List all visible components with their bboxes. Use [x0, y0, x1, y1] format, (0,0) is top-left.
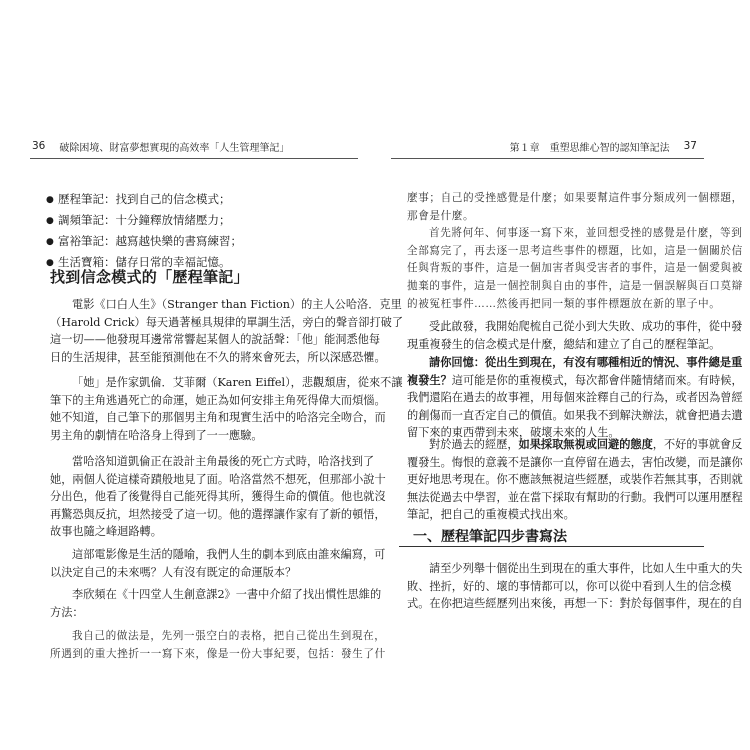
block-quote: 麼事；自己的受挫感覺是什麼；如果要幫這件事分類成列一個標題， 那會是什麼。 首先將何年、何事逐一寫下來，並回想受挫的感覺是什麼，等到 全部寫完了，再去逐一思考這些事件的標題，比如，這是一個關於信 任與背叛的事件，這是一個加害者與受害者的事件，這是一個愛與被 拋棄的事件，這是一個控制與自由的事件，這是一個誤解與百口莫辯 的被冤枉事件……然後再把同一類的事件標題放在新的單子中。: [407, 192, 743, 310]
bullet-item: ● 生活寶箱：儲存日常的幸福記憶。: [46, 252, 346, 273]
right-page-number: 37: [683, 140, 697, 152]
paragraph: 當哈洛知道凱倫正在設計主角最後的死亡方式時，哈洛找到了 她，兩個人從這樣奇蹟般地見了面。哈洛當然不想死，但那部小說十 分出色，他看了後覺得自己能死得其所，獲得生命的價值。他也就沒 再驚恐與反抗，坦然接受了這一切。他的選擇讓作家有了新的頓悟， 故事也隨之峰迴路轉。: [50, 455, 386, 539]
left-running-title: 破除困境、財富夢想實現的高效率「人生管理筆記」: [59, 142, 290, 154]
paragraph: 請至少列舉十個從出生到現在的重大事件，比如人生中重大的失 敗、挫折，好的、壞的事情都可以，你可以從中看到人生的信念模 式。在你把這些經歷列出來後，再想一下：對於每個事件，現在的自: [407, 562, 743, 611]
bullet-item: ● 調頻筆記：十分鐘釋放情緒壓力；: [46, 210, 346, 231]
paragraph: 李欣頻在《十四堂人生創意課2》一書中介紹了找出慣性思維的 方法：: [50, 588, 382, 619]
right-header-rule: [391, 158, 704, 159]
paragraph: 對於過去的經歷，如果採取無視或回避的態度，不好的事就會反 覆發生。悔恨的意義不是讓你一直停留在過去，害怕改變，而是讓你 更好地思考現在。你不應該無視這些經歷，或裝作若無其事，否則就 無法從過去中學習，並在當下採取有幫助的行動。我們可以運用歷程 筆記，把自己的重複模式找出來。: [407, 437, 743, 522]
paragraph: 這部電影像是生活的隱喻，我們人生的劇本到底由誰來編寫，可 以決定自己的未來嗎？人有沒有既定的命運版本？: [50, 548, 386, 579]
bullet-dot-icon: ●: [46, 258, 54, 268]
bullet-dot-icon: ●: [46, 195, 54, 205]
paragraph: 電影《口白人生》（Stranger than Fiction）的主人公哈洛．克里 （Harold Crick）每天過著極具規律的單調生活，旁白的聲音卻打破了 這一切——他發現耳邊常常響起某個人的說話聲：「他」能洞悉他每 日的生活規律，甚至能預測他在不久的將來會死去，所以深感恐懼。: [50, 298, 404, 364]
subsection-heading: [391, 525, 704, 547]
left-page-number: 36: [32, 140, 46, 152]
bullet-item: ● 歷程筆記：找到自己的信念模式；: [46, 189, 346, 210]
right-page: [375, 0, 750, 750]
left-header-rule: [30, 158, 358, 159]
right-running-title: 第１章 重塑思維心智的認知筆記法: [509, 142, 670, 154]
emphasis-text: 複發生？: [407, 372, 452, 387]
bullet-dot-icon: ●: [46, 237, 54, 247]
right-page-header: [377, 137, 697, 155]
bullet-dot-icon: ●: [46, 216, 54, 226]
subsection-heading-text: 一、歷程筆記四步書寫法: [413, 529, 567, 545]
paragraph: 「她」是作家凱倫．艾菲爾（Karen Eiffel），悲觀頹唐，從來不讓 筆下的主角逃過死亡的命運，她正為如何安排主角死得偉大而煩惱。 她不知道，自己筆下的那個男主角和現實生活中的哈洛完全吻合，而 男主角的劇情在哈洛身上得到了一一應驗。: [50, 376, 403, 442]
section-title: 找到信念模式的「歷程筆記」: [50, 268, 249, 286]
left-page-header: [32, 137, 352, 155]
block-quote: 我自己的做法是，先列一張空白的表格，把自己從出生到現在， 所遇到的重大挫折一一寫下來，像是一份大事紀要，包括：發生了什: [50, 630, 386, 660]
paragraph: 受此啟發，我開始爬梳自己從小到大失敗、成功的事件，從中發 現重複發生的信念模式是什麼，總結和建立了自己的歷程筆記。: [407, 320, 743, 351]
emphasis-text: 請你回憶：從出生到現在，有沒有哪種相近的情況、事件總是重: [429, 355, 743, 369]
paragraph: 請你回憶：從出生到現在，有沒有哪種相近的情況、事件總是重 複發生？這可能是你的重複模式，每次都會伴隨情緒而來。有時候， 我們還陷在過去的故事裡，用每個來詮釋自己的行為，或者因為曾經 的創傷而一直否定自己的價值。如果我不到解決辦法，就會把過去遺 留下來的東西帶到未來，破壞未來的人生。: [407, 355, 743, 440]
bullet-item: ● 富裕筆記：越寫越快樂的書寫練習；: [46, 231, 346, 252]
subsection-heading-underline: [399, 546, 704, 547]
emphasis-text: 如果採取無視或回避的態度: [518, 437, 653, 451]
bullet-list: [46, 189, 346, 273]
